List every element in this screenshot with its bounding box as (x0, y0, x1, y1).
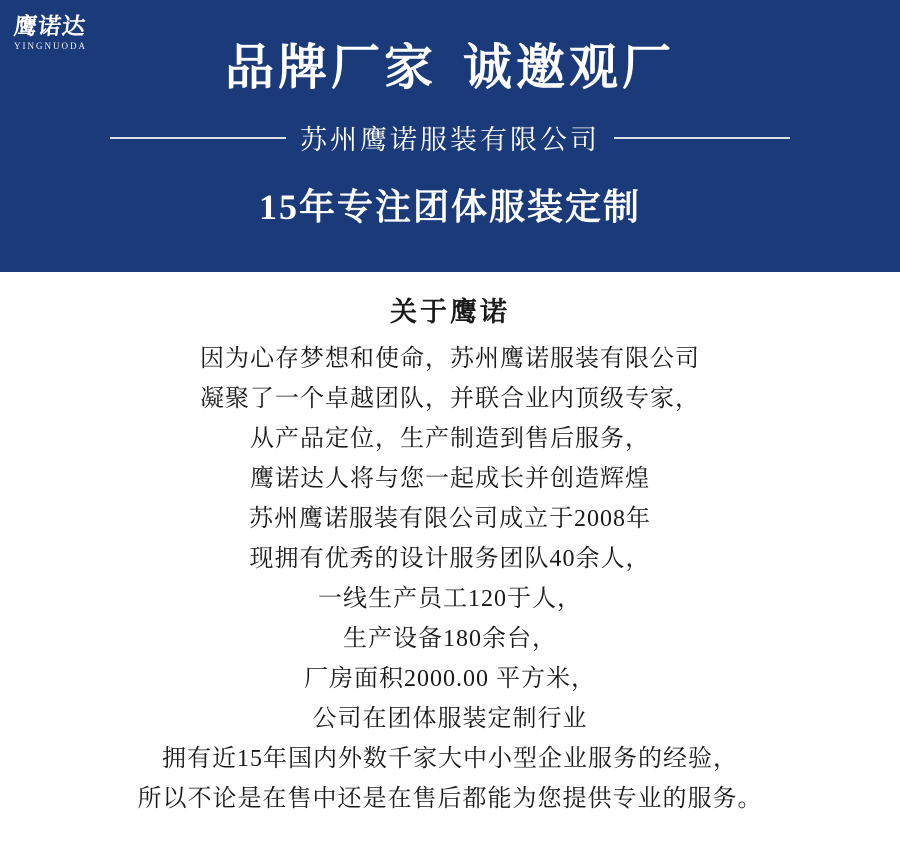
about-line: 鹰诺达人将与您一起成长并创造辉煌 (250, 466, 650, 492)
about-line: 现拥有优秀的设计服务团队40余人， (249, 546, 651, 572)
company-name-row (110, 118, 790, 157)
brand-logo-pinyin: YINGNUODA (14, 41, 87, 51)
about-line: 一线生产员工120于人， (318, 586, 582, 612)
rule-right (614, 137, 790, 139)
banner-tagline: 15年专注团体服装定制 (258, 187, 641, 228)
company-name: 苏州鹰诺服装有限公司 (300, 125, 600, 156)
brand-logo-text: 鹰诺达 (12, 14, 88, 39)
headline-right-text: 诚邀观厂 (463, 40, 676, 95)
about-line: 生产设备180余台， (343, 626, 557, 652)
rule-left (110, 137, 286, 139)
about-paragraph (138, 339, 763, 819)
about-title: 关于鹰诺 (390, 297, 510, 327)
banner-headline (225, 40, 675, 96)
about-line: 苏州鹰诺服装有限公司成立于2008年 (249, 506, 651, 532)
about-section (0, 272, 900, 819)
header-banner (0, 0, 900, 272)
about-line: 因为心存梦想和使命，苏州鹰诺服装有限公司 (200, 346, 700, 372)
headline-left-text: 品牌厂家 (224, 40, 437, 95)
about-line: 从产品定位，生产制造到售后服务， (250, 426, 650, 452)
about-line: 拥有近15年国内外数千家大中小型企业服务的经验， (162, 746, 738, 772)
about-line: 公司在团体服装定制行业 (312, 706, 588, 732)
about-line: 所以不论是在售中还是在售后都能为您提供专业的服务。 (137, 786, 763, 812)
about-line: 凝聚了一个卓越团队，并联合业内顶级专家， (200, 386, 700, 412)
banner-content (0, 0, 900, 272)
about-line: 厂房面积2000.00 平方米， (304, 666, 596, 692)
